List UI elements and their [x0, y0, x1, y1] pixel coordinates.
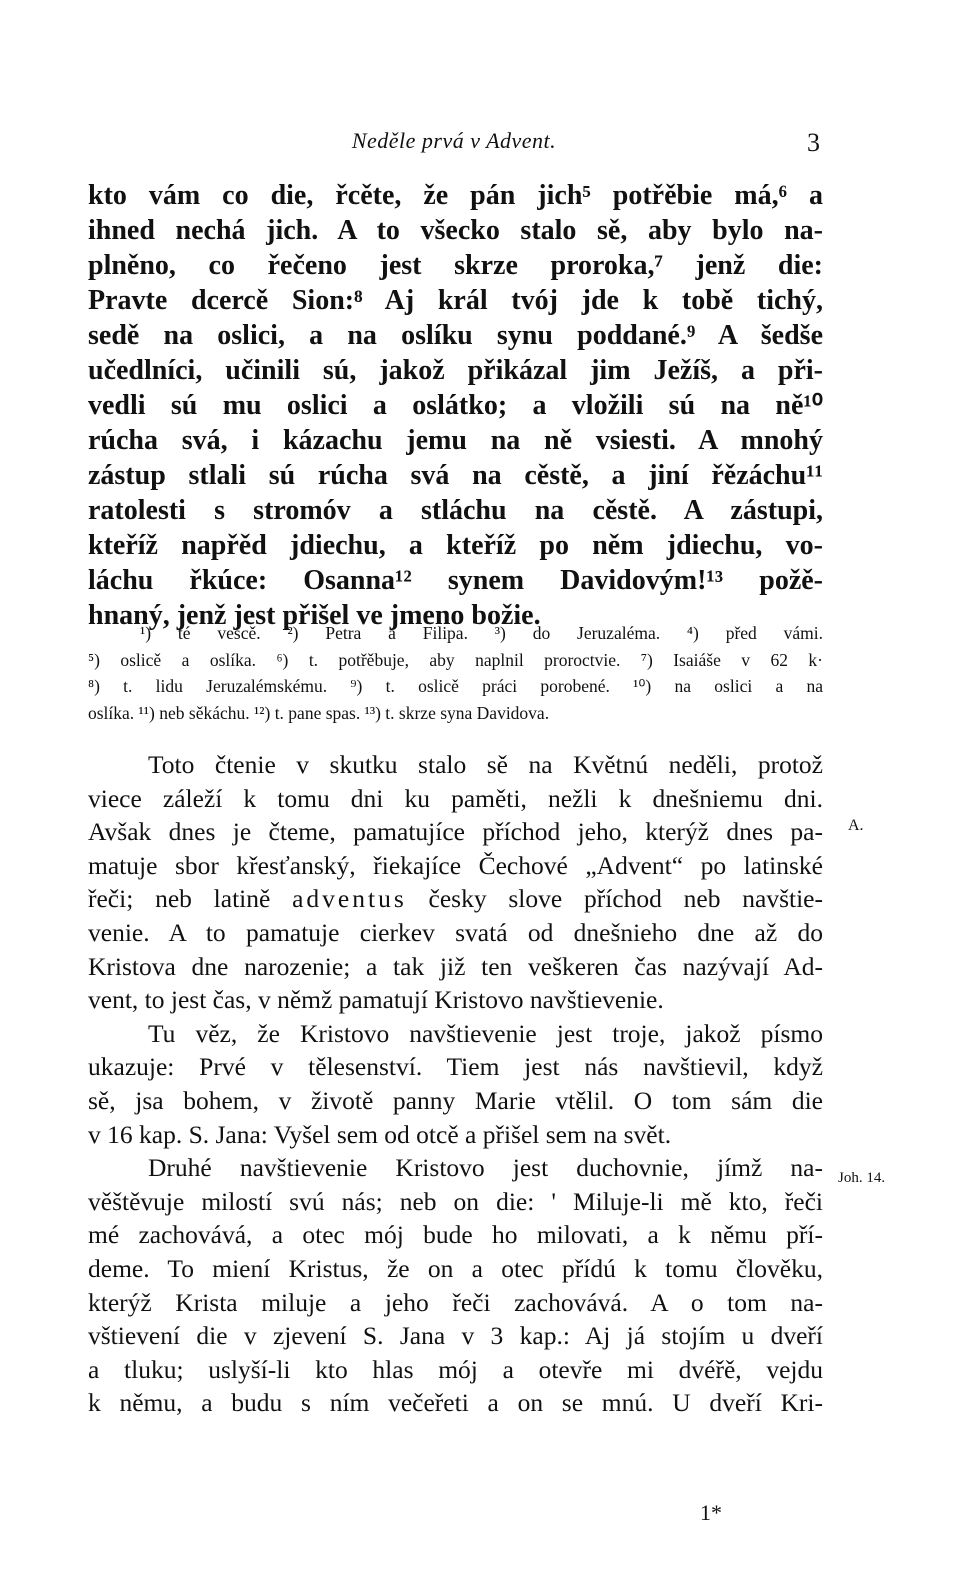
margin-note-john-reference: Joh. 14. — [838, 1170, 886, 1186]
sermon-line: a tluku; uslyší-li kto hlas mój a otevře mi dvéřě, vejdu — [88, 1354, 823, 1384]
gospel-line: láchu řkúce: Osanna¹² synem Davidovým!¹³ požě- — [88, 565, 823, 596]
footnote-line: ⁸) t. lidu Jeruzalémskému. ⁹) t. oslicě práci porobené. ¹⁰) na oslici a na — [88, 676, 823, 696]
printer-signature-mark: 1* — [700, 1500, 722, 1525]
gospel-line: rúcha svá, i kázachu jemu na ně vsiesti. A mnohý — [88, 425, 823, 456]
sermon-line: kterýž Krista miluje a jeho řeči zachovává. A o tom na- — [88, 1287, 823, 1317]
gospel-passage — [88, 178, 823, 633]
sermon-text — [88, 748, 823, 1420]
gospel-line: kteříž napřěd jdiechu, a kteříž po něm jdiechu, vo- — [88, 530, 823, 561]
footnote-line: oslíka. ¹¹) neb sěkáchu. ¹²) t. pane spas. ¹³) t. skrze syna Davidova. — [88, 702, 550, 723]
gospel-line: hnaný, jenž jest přišel ve jmeno božie. — [88, 600, 541, 631]
sermon-line: viece záleží k tomu dni ku paměti, nežli k dnešniemu dni. — [88, 783, 823, 813]
margin-note-a: A. — [848, 817, 864, 834]
page-number: 3 — [807, 128, 820, 157]
sermon-line: vštievení die v zjevení S. Jana v 3 kap.: Aj já stojím u dveří — [88, 1321, 823, 1351]
spaced-emphasis-word: adventus — [292, 884, 407, 914]
gospel-line: ratolesti s stromóv a stláchu na cěstě. A zástupi, — [88, 495, 823, 526]
footnote-line: ⁵) oslicě a oslíka. ⁶) t. potřěbuje, aby naplnil proroctvie. ⁷) Isaiáše v 62 k· — [88, 649, 823, 670]
sermon-line: deme. To miení Kristus, že on a otec přídú k tomu člověku, — [88, 1253, 823, 1283]
gospel-line: vedli sú mu oslici a oslátko; a vložili sú na ně¹⁰ — [88, 390, 823, 421]
gospel-line: kto vám co die, řcěte, že pán jich⁵ potřěbie má,⁶ a — [88, 180, 823, 211]
sermon-line: Toto čtenie v skutku stalo sě na Květnú neděli, protož — [148, 750, 823, 779]
gospel-line: sedě na oslici, a na oslíku synu poddané.⁹ A šedše — [88, 320, 823, 351]
gospel-line: Pravte dcercě Sion:⁸ Aj král tvój jde k tobě tichý, — [88, 285, 823, 316]
sermon-line: Kristova dne narozenie; a tak již ten veškeren čas nazývají Ad- — [88, 951, 823, 981]
page-header — [88, 128, 820, 164]
gospel-line: plněno, co řečeno jest skrze proroka,⁷ jenž die: — [88, 250, 823, 281]
sermon-line: Tu věz, že Kristovo navštievenie jest troje, jakož písmo — [148, 1018, 823, 1048]
gospel-line: zástup stlali sú rúcha svá na cěstě, a jiní řězáchu¹¹ — [88, 460, 823, 491]
sermon-line: ukazuje: Prvé v tělesenství. Tiem jest nás navštievil, když — [88, 1052, 823, 1082]
sermon-line-spaced: řeči; neb latině adventus česky slove příchod neb navštie- — [88, 884, 823, 914]
sermon-line: sě, jsa bohem, v životě panny Marie vtělil. O tom sám die — [88, 1085, 823, 1115]
gospel-line: ihned nechá jich. A to všecko stalo sě, aby bylo na- — [88, 215, 823, 246]
sermon-line: matuje sbor křesťanský, řiekajíce Čechové „Advent“ po latinské — [88, 850, 823, 880]
footnotes — [88, 620, 823, 726]
sermon-line: vent, to jest čas, v němž pamatují Kristovo navštievenie. — [88, 985, 664, 1015]
sermon-line: Avšak dnes je čteme, pamatujíce příchod jeho, kterýž dnes pa- — [88, 817, 823, 847]
sermon-line: venie. A to pamatuje cierkev svatá od dnešnieho dne až do — [88, 917, 823, 947]
gospel-line: učedlníci, učinili sú, jakož přikázal jim Ježíš, a při- — [88, 355, 823, 386]
sermon-line: věštěvuje milostí svú nás; neb on die: ' Miluje-li mě kto, řeči — [88, 1186, 823, 1216]
running-title: Neděle prvá v Advent. — [351, 128, 557, 153]
sermon-line: mé zachovává, a otec mój bude ho milovati, a k němu pří- — [88, 1220, 823, 1250]
sermon-line: Druhé navštievenie Kristovo jest duchovnie, jímž na- — [148, 1153, 823, 1183]
footnote-line: ¹) té vescě. ²) Petra a Filipa. ³) do Jeruzaléma. ⁴) před vámi. — [140, 623, 823, 643]
sermon-line: v 16 kap. S. Jana: Vyšel sem od otcě a přišel sem na svět. — [88, 1119, 672, 1149]
sermon-line: k němu, a budu s ním večeřeti a on se mnú. U dveří Kri- — [88, 1388, 823, 1418]
